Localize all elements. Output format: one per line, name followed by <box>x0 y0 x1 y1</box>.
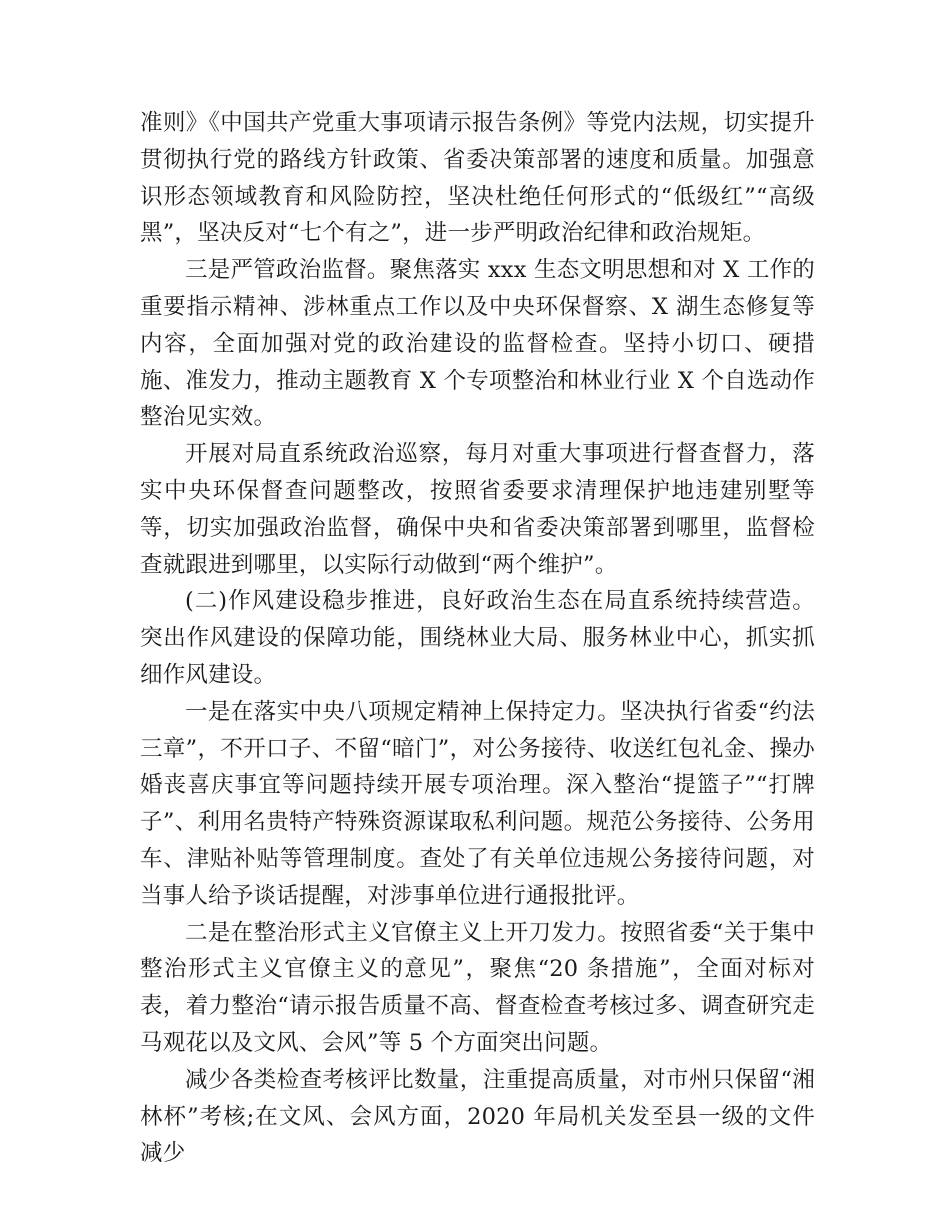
paragraph: 三是严管政治监督。聚焦落实 xxx 生态文明思想和对 X 工作的重要指示精神、涉林重点工作以及中央环保督察、X 湖生态修复等内容，全面加强对党的政治建设的监督检查。坚持小切口、硬措施、准发力，推动主题教育 X 个专项整治和林业行业 X 个自选动作整治见实效。 <box>140 257 815 431</box>
paragraph: 一是在落实中央八项规定精神上保持定力。坚决执行省委“约法三章”，不开口子、不留“暗门”，对公务接待、收送红包礼金、操办婚丧喜庆事宜等问题持续开展专项治理。深入整治“提篮子”“打牌子”、利用名贵特产特殊资源谋取私利问题。规范公务接待、公务用车、津贴补贴等管理制度。查处了有关单位违规公务接待问题，对当事人给予谈话提醒，对涉事单位进行通报批评。 <box>140 698 815 909</box>
document-body <box>140 105 815 1172</box>
paragraph: 开展对局直系统政治巡察，每月对重大事项进行督查督力，落实中央环保督查问题整改，按照省委要求清理保护地违建别墅等等，切实加强政治监督，确保中央和省委决策部署到哪里，监督检查就跟进到哪里，以实际行动做到“两个维护”。 <box>140 441 815 578</box>
paragraph: 准则》《中国共产党重大事项请示报告条例》等党内法规，切实提升贯彻执行党的路线方针政策、省委决策部署的速度和质量。加强意识形态领域教育和风险防控，坚决杜绝任何形式的“低级红”“高级黑”，坚决反对“七个有之”，进一步严明政治纪律和政治规矩。 <box>140 110 815 247</box>
paragraph: 二是在整治形式主义官僚主义上开刀发力。按照省委“关于集中整治形式主义官僚主义的意见”，聚焦“20 条措施”，全面对标对表，着力整治“请示报告质量不高、督查检查考核过多、调查研究走马观花以及文风、会风”等 5 个方面突出问题。 <box>140 919 815 1056</box>
paragraph: (二)作风建设稳步推进，良好政治生态在局直系统持续营造。突出作风建设的保障功能，围绕林业大局、服务林业中心，抓实抓细作风建设。 <box>140 588 815 688</box>
paragraph: 减少各类检查考核评比数量，注重提高质量，对市州只保留“湘林杯”考核;在文风、会风方面，2020 年局机关发至县一级的文件减少 <box>140 1066 815 1167</box>
